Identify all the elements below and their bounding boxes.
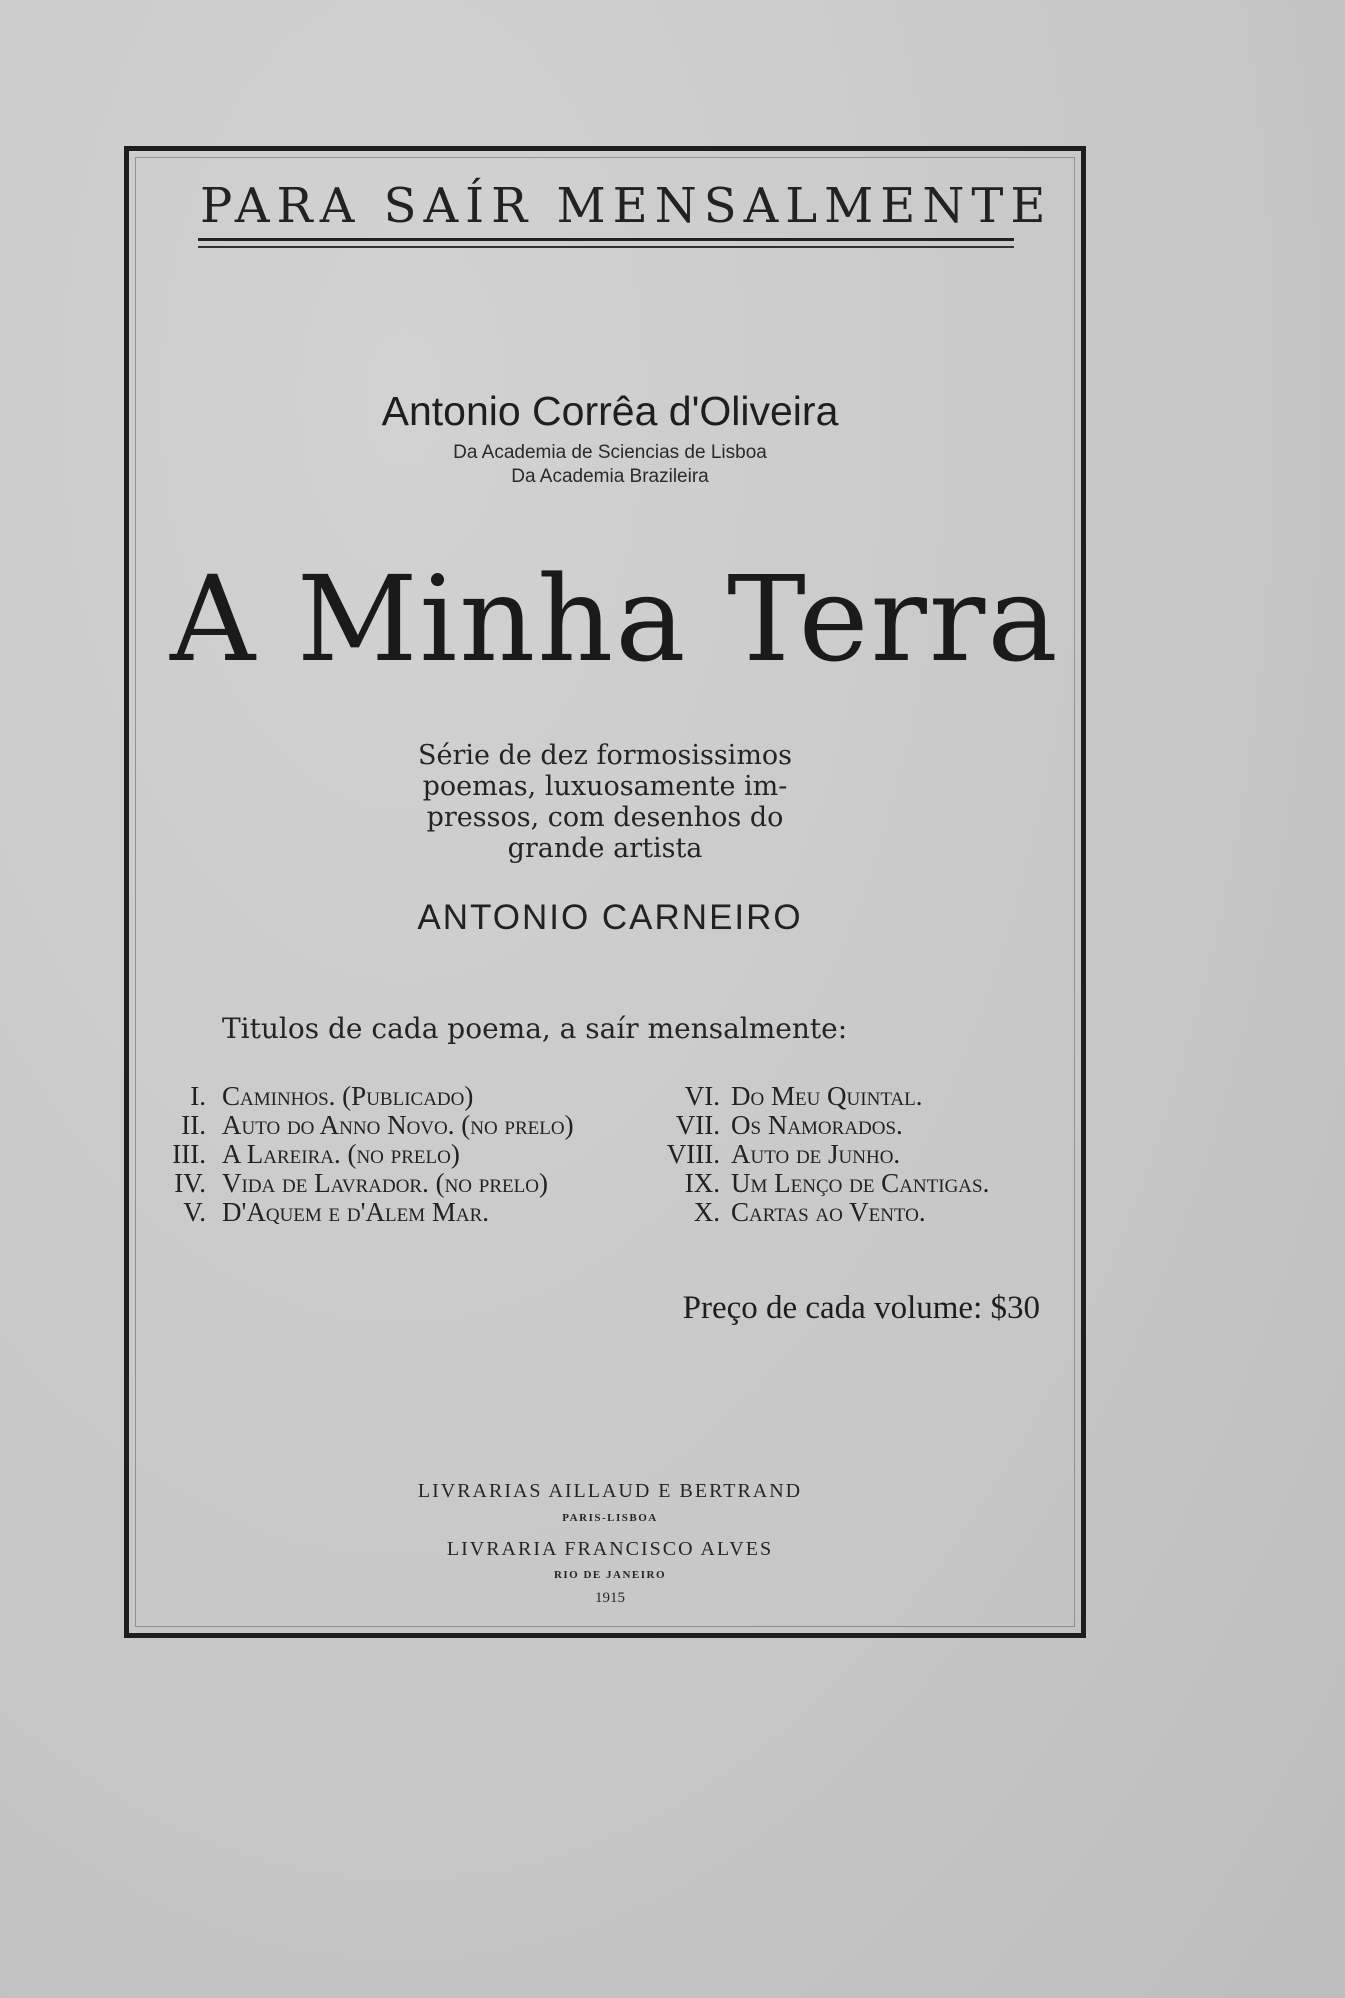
toc-item-label: Um Lenço de Cantigas. (731, 1168, 990, 1198)
toc-item-label: Auto do Anno Novo. (no prelo) (222, 1110, 574, 1140)
toc-item-number: X. (693, 1197, 720, 1227)
page-border-frame (124, 146, 1086, 1638)
price-line: Preço de cada volume: $30 (682, 1290, 1040, 1326)
description-line-3: pressos, com desenhos do (426, 802, 784, 833)
toc-item-number: VII. (675, 1110, 720, 1140)
toc-item-number: IV. (174, 1168, 206, 1198)
toc-item-number: VI. (684, 1081, 720, 1111)
toc-item-label: Caminhos. (Publicado) (222, 1081, 474, 1111)
description-line-1: Série de dez formosissimos (417, 740, 793, 771)
toc-item-number: I. (190, 1081, 206, 1111)
headline: PARA SAÍR MENSALMENTE (200, 178, 1053, 234)
book-title: A Minha Terra (170, 550, 1060, 688)
toc-item-number: V. (183, 1197, 206, 1227)
toc-intro: Titulos de cada poema, a saír mensalmente: (222, 1012, 848, 1045)
toc-item-label: Auto de Junho. (731, 1139, 901, 1169)
toc-item-label: A Lareira. (no prelo) (222, 1139, 460, 1169)
publisher-city-1: PARIS-LISBOA (562, 1512, 658, 1524)
headline-rule-thin (198, 246, 1014, 248)
description-line-2: poemas, luxuosamente im- (422, 771, 788, 802)
toc-item-label: Do Meu Quintal. (731, 1081, 923, 1111)
toc-item-label: Cartas ao Vento. (731, 1197, 926, 1227)
author-affiliation-1: Da Academia de Sciencias de Lisboa (453, 442, 767, 463)
publication-year: 1915 (595, 1590, 625, 1606)
toc-item-number: II. (181, 1110, 206, 1140)
artist-name: ANTONIO CARNEIRO (417, 898, 803, 937)
author-name: Antonio Corrêa d'Oliveira (381, 388, 839, 434)
description-line-4: grande artista (507, 833, 703, 864)
publisher-line-2: LIVRARIA FRANCISCO ALVES (446, 1538, 774, 1560)
publisher-line-1: LIVRARIAS AILLAUD E BERTRAND (417, 1480, 803, 1502)
toc-item-number: III. (172, 1139, 206, 1169)
toc-item-number: VIII. (666, 1139, 720, 1169)
author-affiliation-2: Da Academia Brazileira (511, 466, 709, 487)
description (400, 740, 810, 864)
toc-item-label: Os Namorados. (731, 1110, 903, 1140)
toc-item-label: Vida de Lavrador. (no prelo) (222, 1168, 548, 1198)
toc-item-label: D'Aquem e d'Alem Mar. (222, 1197, 490, 1227)
headline-rule-thick (198, 238, 1014, 241)
toc-item-number: IX. (684, 1168, 720, 1198)
publisher-city-2: RIO DE JANEIRO (553, 1569, 667, 1581)
